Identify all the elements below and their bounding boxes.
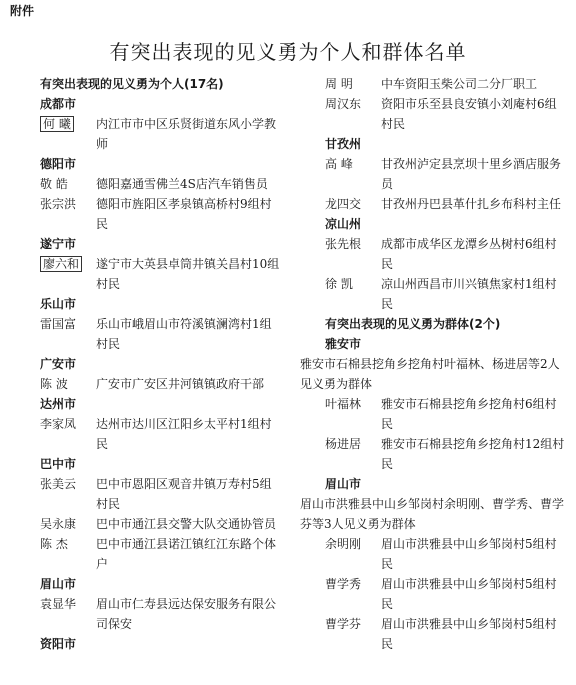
region-heading: 甘孜州: [325, 137, 362, 151]
person-entry: [40, 514, 280, 534]
person-entry: [325, 574, 565, 614]
person-description: 中车资阳玉柴公司二分厂职工: [381, 77, 538, 91]
person-entry: [40, 314, 280, 354]
section-heading: 有突出表现的见义勇为群体(2个): [325, 317, 501, 331]
person-entry: [325, 94, 565, 134]
person-name: 曹学芬: [325, 617, 362, 631]
person-entry: [40, 374, 280, 394]
person-description: 甘孜州泸定县烹坝十里乡酒店服务员: [381, 157, 562, 191]
region-heading: 眉山市: [325, 477, 362, 491]
person-name: 廖六和: [40, 254, 96, 294]
person-name: 龙四交: [325, 197, 362, 211]
person-entry: [325, 74, 565, 94]
person-entry: [325, 194, 565, 214]
person-entry: [40, 194, 280, 234]
region-heading: 广安市: [40, 357, 77, 371]
region-heading: 遂宁市: [40, 237, 77, 251]
region-heading: 成都市: [40, 97, 77, 111]
person-entry: [325, 154, 565, 194]
person-description: 遂宁市大英县卓筒井镇关昌村10组村民: [96, 257, 280, 291]
region-heading: 巴中市: [40, 457, 77, 471]
region-heading: 乐山市: [40, 297, 77, 311]
person-entry: [40, 474, 280, 514]
person-entry: [325, 234, 565, 274]
region-heading: 资阳市: [40, 637, 77, 651]
person-entry: [40, 174, 280, 194]
person-description: 甘孜州丹巴县革什扎乡布科村主任: [381, 197, 562, 211]
person-name: 杨进居: [325, 437, 362, 451]
appendix-label: 附件: [10, 4, 35, 18]
person-entry: [40, 114, 280, 154]
person-name: 徐 凯: [325, 277, 353, 291]
person-description: 德阳嘉通雪佛兰4S店汽车销售员: [96, 177, 268, 191]
person-entry: [325, 274, 565, 314]
region-heading: 眉山市: [40, 577, 77, 591]
person-description: 眉山市仁寿县远达保安服务有限公司保安: [96, 597, 277, 631]
person-entry: [325, 614, 565, 654]
person-name: 李家凤: [40, 417, 77, 431]
person-name: 敬 皓: [40, 177, 68, 191]
person-name: 陈 杰: [40, 537, 68, 551]
person-name: 吴永康: [40, 517, 77, 531]
person-description: 达州市达川区江阳乡太平村1组村民: [96, 417, 272, 451]
person-entry: [325, 434, 565, 474]
person-entry: [40, 534, 280, 574]
person-name: 叶福林: [325, 397, 362, 411]
region-heading: 达州市: [40, 397, 77, 411]
person-description: 眉山市洪雅县中山乡邹岗村5组村民: [381, 617, 557, 651]
person-description: 资阳市乐至县良安镇小刘庵村6组村民: [381, 97, 557, 131]
section-heading: 有突出表现的见义勇为个人(17名): [40, 77, 224, 91]
person-description: 凉山州西昌市川兴镇焦家村1组村民: [381, 277, 557, 311]
person-name: 周汉东: [325, 97, 362, 111]
region-heading: 雅安市: [325, 337, 362, 351]
person-entry: [40, 414, 280, 454]
person-entry: [40, 254, 280, 294]
person-name: 陈 波: [40, 377, 68, 391]
person-entry: [40, 594, 280, 634]
person-description: 广安市广安区井河镇镇政府干部: [96, 377, 265, 391]
person-name: 余明刚: [325, 537, 362, 551]
right-column: [300, 74, 565, 654]
person-name: 周 明: [325, 77, 353, 91]
person-description: 雅安市石棉县挖角乡挖角村6组村民: [381, 397, 557, 431]
person-entry: [325, 394, 565, 434]
group-description: 雅安市石棉县挖角乡挖角村叶福林、杨进居等2人见义勇为群体: [300, 357, 560, 391]
document-title: 有突出表现的见义勇为个人和群体名单: [109, 40, 467, 64]
person-description: 眉山市洪雅县中山乡邹岗村5组村民: [381, 577, 557, 611]
person-name: 张宗洪: [40, 197, 77, 211]
region-heading: 凉山州: [325, 217, 362, 231]
person-description: 巴中市恩阳区观音井镇万寿村5组村民: [96, 477, 272, 511]
person-description: 内江市市中区乐贤街道东风小学教师: [96, 117, 277, 151]
person-name: 曹学秀: [325, 577, 362, 591]
left-column: [40, 74, 280, 654]
person-description: 德阳市旌阳区孝泉镇高桥村9组村民: [96, 197, 272, 231]
region-heading: 德阳市: [40, 157, 77, 171]
person-entry: [325, 534, 565, 574]
person-description: 成都市成华区龙潭乡丛树村6组村民: [381, 237, 557, 271]
person-description: 乐山市峨眉山市符溪镇澜湾村1组村民: [96, 317, 272, 351]
person-description: 巴中市通江县诺江镇红江东路个体户: [96, 537, 277, 571]
person-description: 眉山市洪雅县中山乡邹岗村5组村民: [381, 537, 557, 571]
person-name: 张先根: [325, 237, 362, 251]
person-description: 雅安市石棉县挖角乡挖角村12组村民: [381, 437, 565, 471]
person-name: 高 峰: [325, 157, 353, 171]
person-name: 何 曦: [40, 114, 96, 154]
person-description: 巴中市通江县交警大队交通协管员: [96, 517, 277, 531]
person-name: 张美云: [40, 477, 77, 491]
person-name: 雷国富: [40, 317, 77, 331]
person-name: 袁显华: [40, 597, 77, 611]
group-description: 眉山市洪雅县中山乡邹岗村余明刚、曹学秀、曹学芬等3人见义勇为群体: [300, 497, 565, 531]
